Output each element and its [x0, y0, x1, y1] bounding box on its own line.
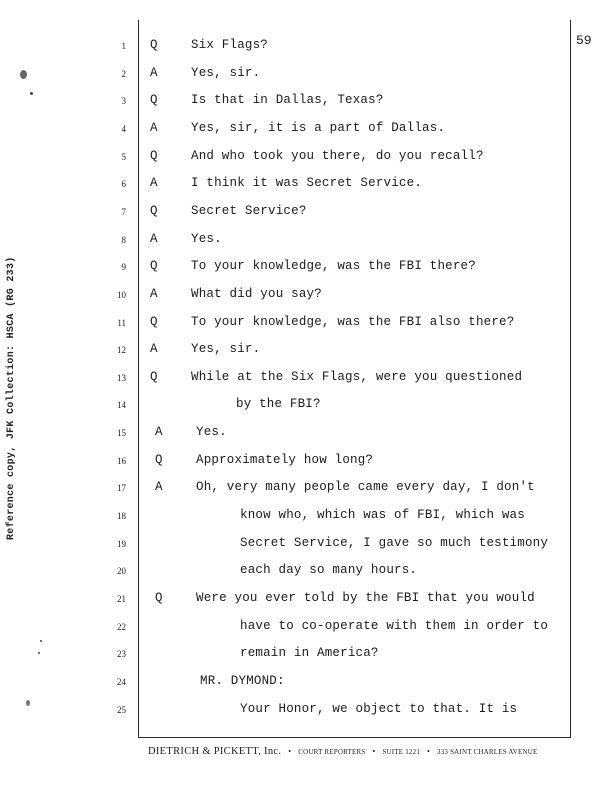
speaker-label: A: [150, 65, 158, 80]
line-text: I think it was Secret Service.: [191, 176, 423, 191]
line-number: 24: [117, 676, 126, 687]
line-number: 23: [117, 649, 126, 660]
transcript-line: [0, 534, 570, 554]
line-text: each day so many hours.: [240, 563, 418, 578]
transcript-line: [0, 202, 570, 222]
transcript-line: [0, 174, 570, 194]
line-number: 22: [117, 621, 126, 632]
line-number: 5: [121, 151, 126, 162]
line-text: Secret Service, I gave so much testimony: [240, 535, 549, 550]
line-number: 4: [121, 123, 126, 134]
line-number: 8: [121, 234, 126, 245]
line-number: 11: [117, 317, 126, 328]
line-text: have to co-operate with them in order to: [240, 618, 549, 633]
transcript-line: [0, 64, 570, 84]
line-text: MR. DYMOND:: [200, 673, 285, 688]
line-text: know who, which was of FBI, which was: [240, 508, 525, 523]
speaker-label: A: [150, 231, 158, 246]
speaker-label: A: [150, 120, 158, 135]
transcript-line: [0, 147, 570, 167]
line-text: To your knowledge, was the FBI there?: [191, 259, 476, 274]
line-number: 14: [117, 400, 126, 411]
transcript-line: [0, 91, 570, 111]
bottom-rule: [138, 737, 571, 738]
speaker-label: Q: [150, 314, 158, 329]
transcript-line: [0, 36, 570, 56]
line-number: 15: [117, 428, 126, 439]
line-text: Your Honor, we object to that. It is: [240, 701, 518, 716]
line-number: 20: [117, 566, 126, 577]
transcript-line: [0, 478, 570, 498]
speaker-label: Q: [155, 452, 163, 467]
line-number: 6: [121, 179, 126, 190]
line-number: 13: [117, 372, 126, 383]
line-number: 10: [117, 289, 126, 300]
line-text: by the FBI?: [236, 397, 321, 412]
line-number: 25: [117, 704, 126, 715]
footer-firm: DIETRICH & PICKETT, Inc.: [148, 746, 282, 757]
footer-suite: SUITE 1221: [382, 748, 421, 756]
transcript-line: [0, 644, 570, 664]
line-number: 12: [117, 345, 126, 356]
transcript-line: [0, 340, 570, 360]
transcript-line: [0, 672, 570, 692]
line-text: Were you ever told by the FBI that you would: [196, 591, 535, 605]
transcript-line: [0, 368, 570, 388]
court-reporter-footer: [148, 746, 537, 757]
footer-separator: •: [372, 747, 376, 756]
transcript-line: [0, 313, 570, 333]
line-number: 18: [117, 511, 126, 522]
footer-service: COURT REPORTERS: [298, 748, 366, 756]
line-text: Yes, sir.: [191, 65, 261, 80]
transcript-line: [0, 395, 570, 415]
line-text: Oh, very many people came every day, I don't: [196, 480, 535, 495]
speaker-label: Q: [150, 259, 158, 274]
speaker-label: A: [150, 342, 158, 357]
line-text: And who took you there, do you recall?: [191, 148, 484, 163]
transcript-line: [0, 561, 570, 581]
line-text: Approximately how long?: [196, 452, 374, 467]
scan-speck: [40, 640, 42, 642]
speaker-label: Q: [150, 148, 158, 163]
line-text: Six Flags?: [191, 38, 269, 52]
line-text: Yes.: [191, 231, 222, 246]
line-number: 1: [121, 41, 126, 51]
line-number: 7: [121, 206, 126, 217]
line-text: remain in America?: [240, 646, 379, 661]
transcript-line: [0, 230, 570, 250]
line-number: 17: [117, 483, 126, 494]
line-text: While at the Six Flags, were you questioned: [191, 369, 523, 384]
line-text: Yes, sir.: [191, 342, 261, 357]
speaker-label: Q: [150, 38, 158, 52]
line-number: 9: [121, 262, 126, 273]
line-text: Yes, sir, it is a part of Dallas.: [191, 120, 446, 135]
transcript-line: [0, 285, 570, 305]
footer-separator: •: [288, 747, 292, 756]
transcript-line: [0, 257, 570, 277]
line-text: Is that in Dallas, Texas?: [191, 93, 384, 108]
speaker-label: Q: [155, 591, 163, 605]
line-text: What did you say?: [191, 286, 322, 301]
transcript-line: [0, 506, 570, 526]
line-text: Yes.: [196, 425, 227, 440]
speaker-label: A: [155, 425, 163, 440]
transcript-line: [0, 617, 570, 637]
transcript-line: [0, 589, 570, 609]
line-number: 3: [121, 96, 126, 107]
right-margin-rule: [570, 20, 571, 738]
transcript-line: [0, 119, 570, 139]
speaker-label: A: [150, 286, 158, 301]
speaker-label: Q: [150, 203, 158, 218]
page-number: 59: [576, 33, 592, 48]
transcript-line: [0, 423, 570, 443]
footer-separator: •: [426, 747, 431, 756]
line-number: 19: [117, 538, 126, 549]
line-text: Secret Service?: [191, 203, 307, 218]
speaker-label: Q: [150, 93, 158, 108]
speaker-label: A: [150, 176, 158, 191]
reference-stamp: Reference copy, JFK Collection: HSCA (RG 233): [6, 256, 17, 540]
speaker-label: A: [155, 480, 163, 495]
footer-address: 333 SAINT CHARLES AVENUE: [437, 748, 538, 756]
line-number: 2: [121, 68, 126, 79]
speaker-label: Q: [150, 369, 158, 384]
transcript-line: [0, 700, 570, 720]
line-text: To your knowledge, was the FBI also there?: [191, 314, 515, 329]
transcript-line: [0, 451, 570, 471]
line-number: 16: [117, 455, 126, 466]
line-number: 21: [117, 594, 126, 604]
